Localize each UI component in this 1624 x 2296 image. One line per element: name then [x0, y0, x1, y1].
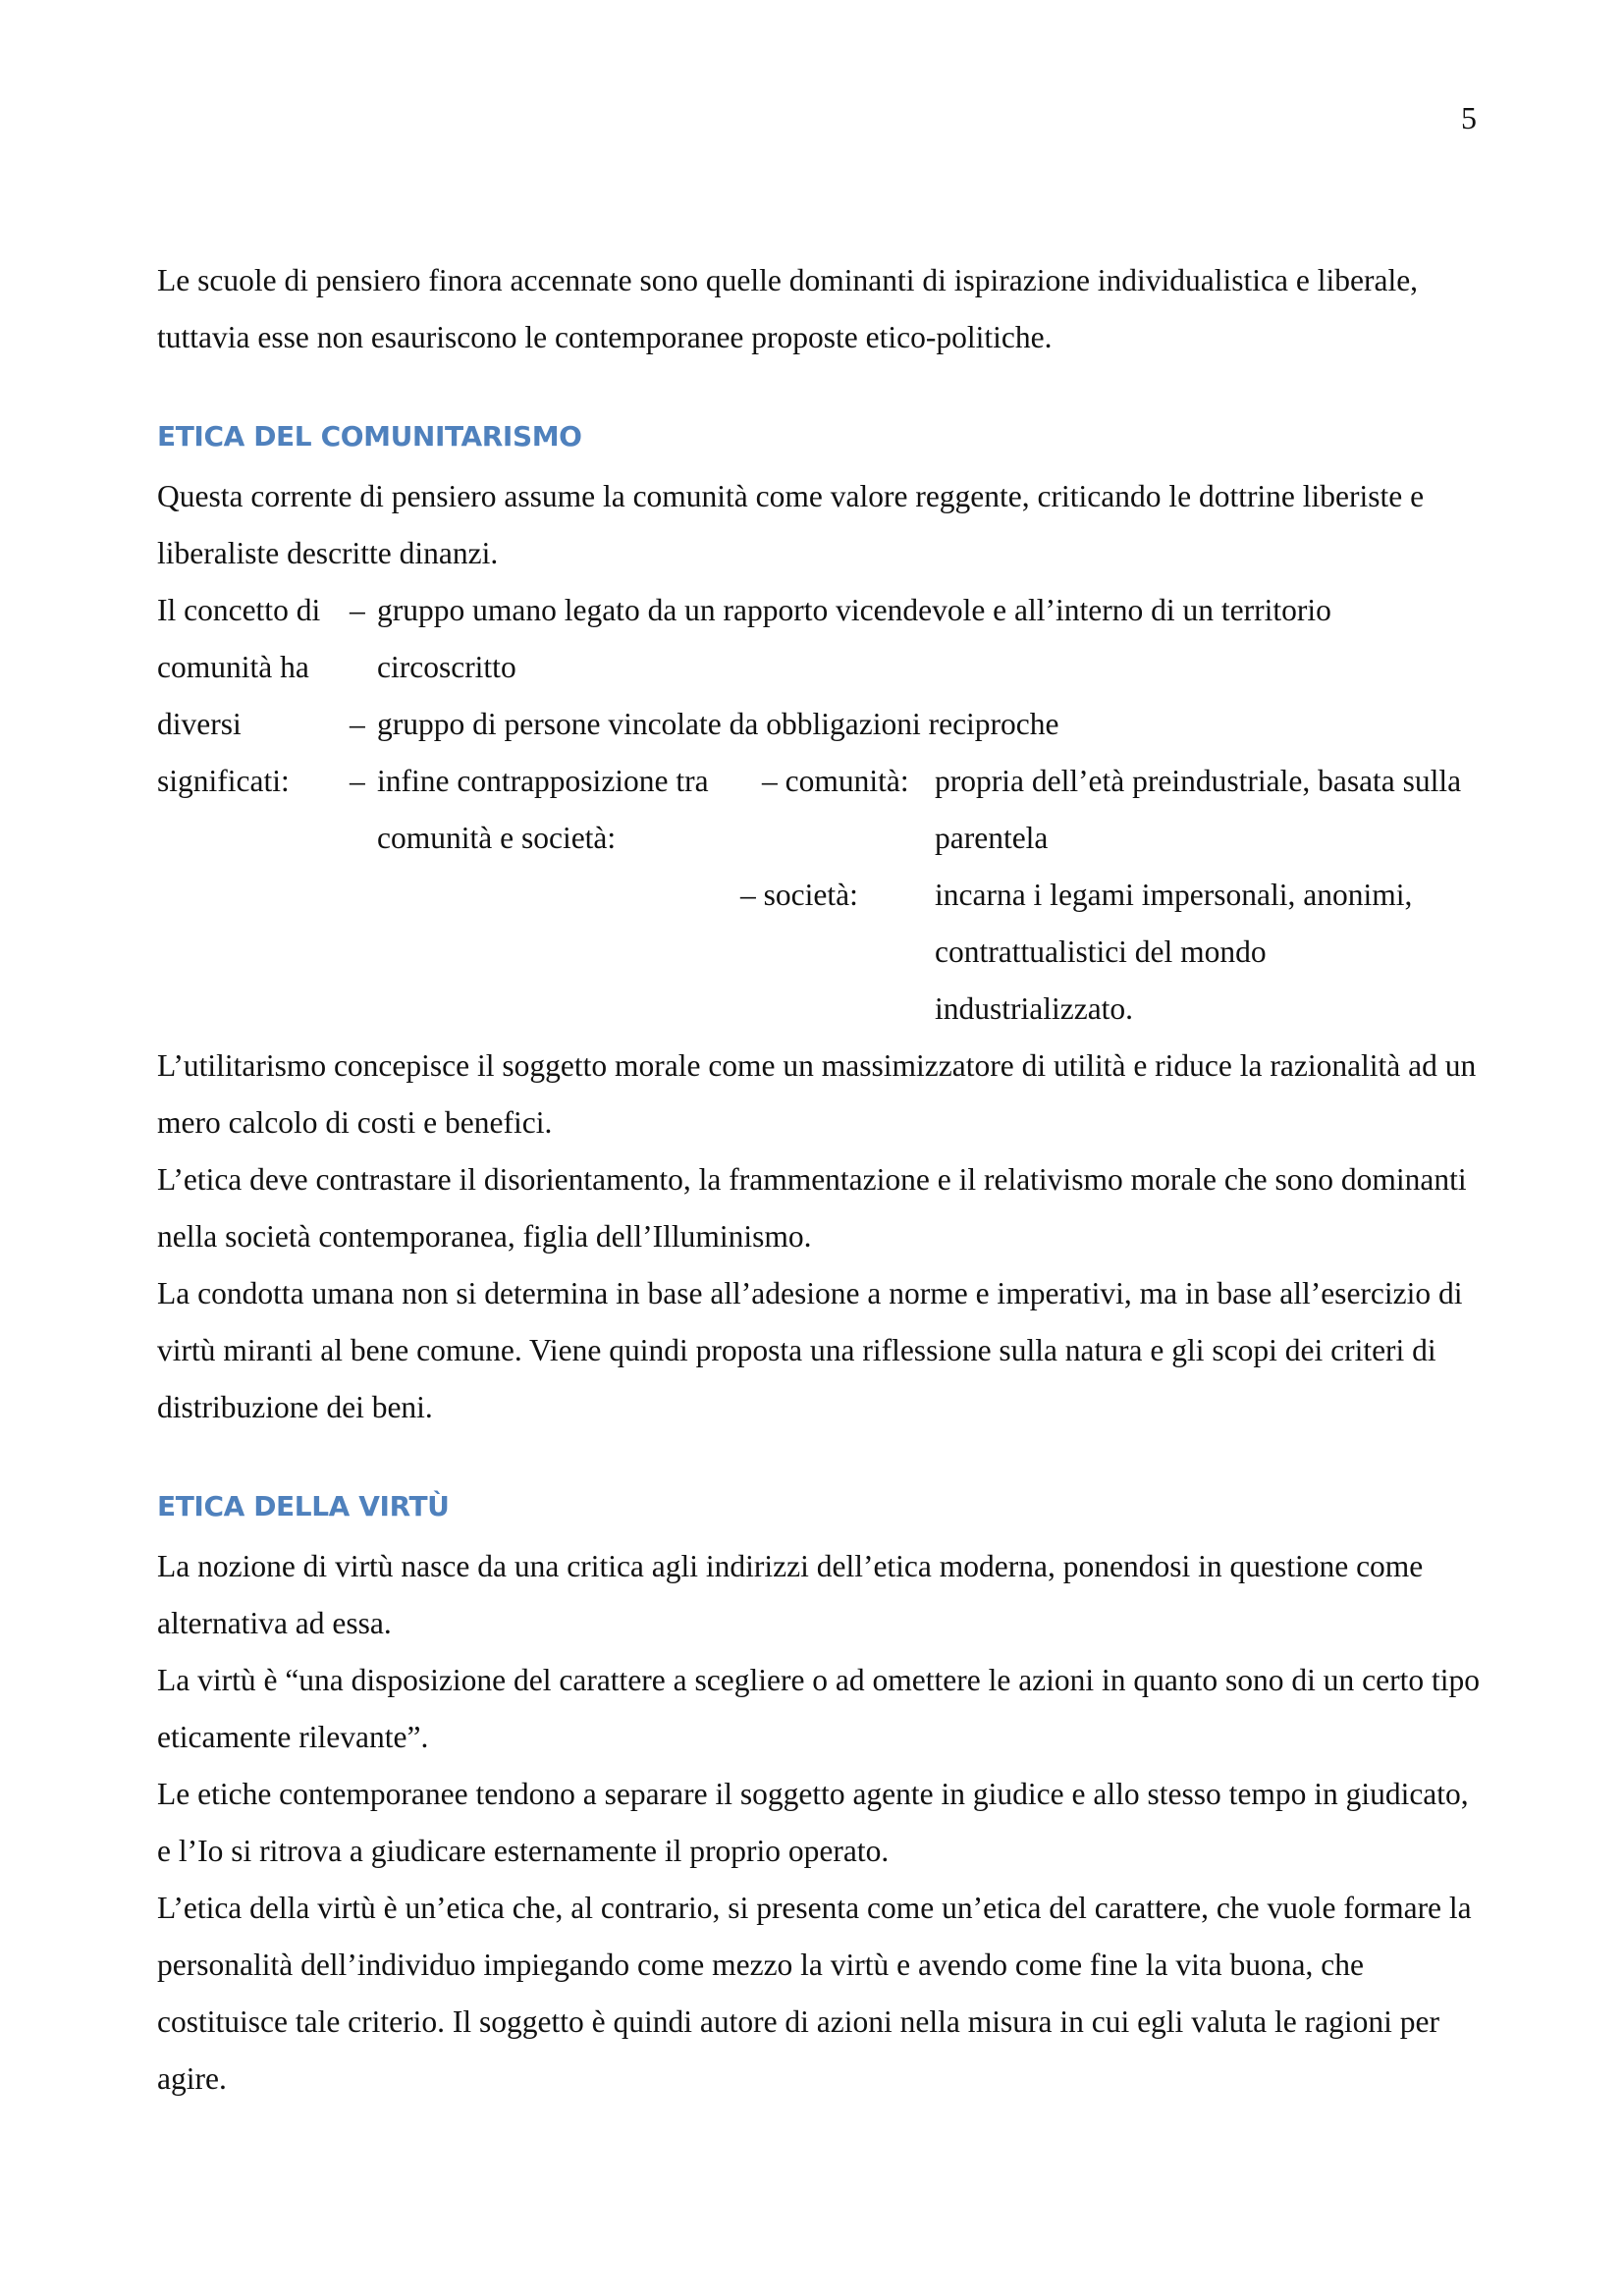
virtu-paragraph-2: La virtù è “una disposizione del carattere a scegliere o ad omettere le azioni in quanto sono di un certo tipo eticamente rilevante”. — [157, 1663, 1480, 1754]
comunitarismo-paragraph-2: L’utilitarismo concepisce il soggetto morale come un massimizzatore di utilità e riduce la razionalità ad un mero calcolo di costi e benefici. — [157, 1048, 1477, 1140]
page-number: 5 — [1461, 100, 1477, 135]
list-dash: – — [350, 593, 365, 627]
heading-etica-virtu: ETICA DELLA VIRTÙ — [157, 1490, 450, 1522]
virtu-paragraph-1: La nozione di virtù nasce da una critica agli indirizzi dell’etica moderna, ponendosi in questione come alternativa ad essa. — [157, 1549, 1424, 1640]
comunitarismo-paragraph-3: L’etica deve contrastare il disorientamento, la frammentazione e il relativismo morale che sono dominanti nella società contemporanea, figlia dell’Illuminismo. — [157, 1162, 1467, 1254]
document-body — [157, 252, 1483, 2108]
meanings-intro: Il concetto di comunità ha diversi significati: — [157, 593, 321, 798]
meaning-item-2: gruppo di persone vincolate da obbligazioni reciproche — [377, 707, 1059, 741]
comunitarismo-paragraph-1: Questa corrente di pensiero assume la comunità come valore reggente, criticando le dottrine liberiste e liberaliste descritte dinanzi. — [157, 479, 1425, 570]
meaning-item-3: infine contrapposizione tra comunità e società: — [377, 764, 709, 855]
sub-item-description-comunita: propria dell’età preindustriale, basata sulla parentela — [935, 764, 1462, 855]
meaning-item-1: gruppo umano legato da un rapporto vicendevole e all’interno di un territorio circoscritto — [377, 593, 1331, 684]
intro-paragraph: Le scuole di pensiero finora accennate sono quelle dominanti di ispirazione individualistica e liberale, tuttavia esse non esauriscono le contemporanee proposte etico-politiche. — [157, 263, 1419, 354]
comunitarismo-paragraph-4: La condotta umana non si determina in base all’adesione a norme e imperativi, ma in base all’esercizio di virtù miranti al bene comune. Viene quindi proposta una riflessione sulla natura e gli scopi dei criteri di distribuzione dei beni. — [157, 1276, 1463, 1424]
heading-etica-comunitarismo: ETICA DEL COMUNITARISMO — [157, 420, 582, 453]
virtu-paragraph-3: Le etiche contemporanee tendono a separare il soggetto agente in giudice e allo stesso tempo in giudicato, e l’Io si ritrova a giudicare esternamente il proprio operato. — [157, 1777, 1469, 1868]
sub-item-term-societa: – società: — [740, 878, 858, 912]
list-dash: – — [350, 764, 365, 798]
sub-item-term-comunita: – comunità: — [762, 764, 909, 798]
list-dash: – — [350, 707, 365, 741]
community-meanings-table — [157, 582, 1483, 1038]
virtu-paragraph-4: L’etica della virtù è un’etica che, al contrario, si presenta come un’etica del carattere, che vuole formare la personalità dell’individuo impiegando come mezzo la virtù e avendo come fine la vita buona, che costituisce tale criterio. Il soggetto è quindi autore di azioni nella misura in cui egli valuta le ragioni per agire. — [157, 1891, 1472, 2096]
sub-item-description-societa: incarna i legami impersonali, anonimi, contrattualistici del mondo industrializzato. — [935, 878, 1413, 1026]
